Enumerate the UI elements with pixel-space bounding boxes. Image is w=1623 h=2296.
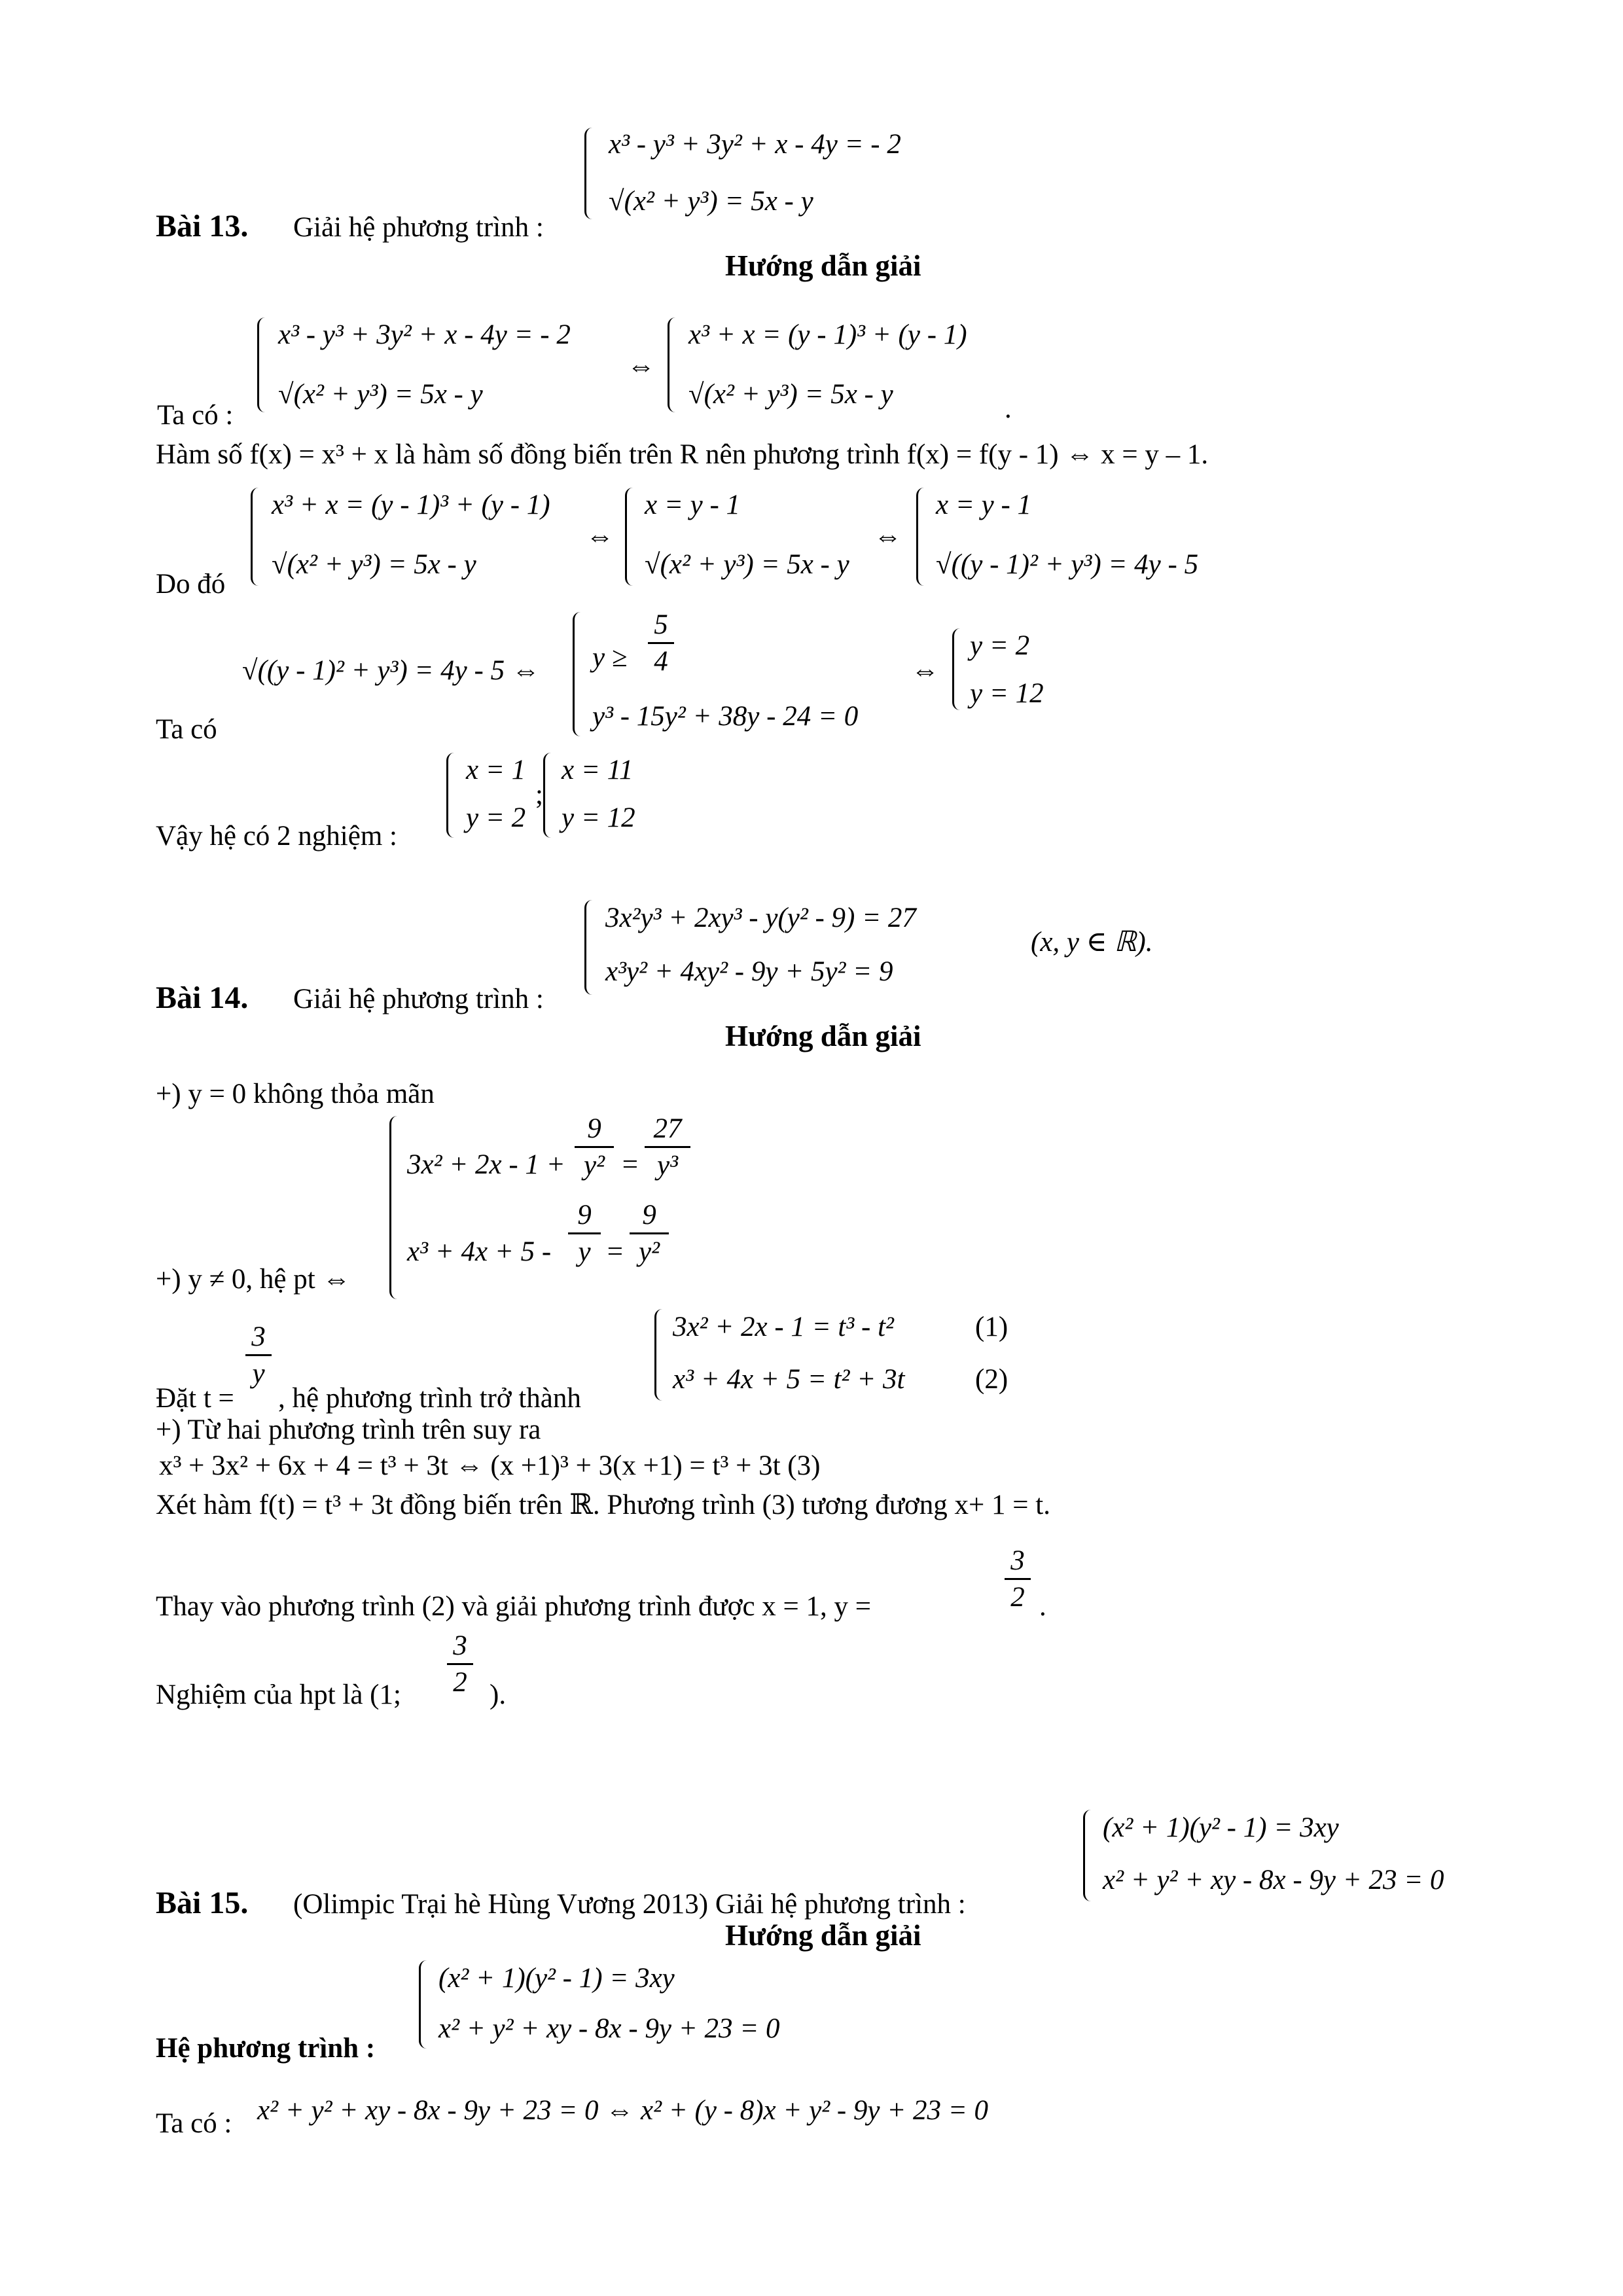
sys-eq2: x³ + 4x + 5 = t² + 3t	[673, 1364, 905, 1395]
brace-icon	[446, 753, 465, 838]
brace-icon	[625, 488, 644, 586]
brace-icon	[419, 1960, 438, 2049]
hpt-label: Hệ phương trình :	[156, 2033, 376, 2064]
equals: =	[620, 1149, 640, 1180]
fraction	[645, 1113, 690, 1181]
dat-rest: , hệ phương trình trở thành	[278, 1383, 581, 1414]
system-eq-line1: 3x²y³ + 2xy³ - y(y² - 9) = 27	[605, 903, 916, 933]
frac-denominator: y²	[639, 1236, 660, 1267]
frac-numerator: 9	[577, 1200, 592, 1230]
nghiem-text: Nghiệm của hpt là (1;	[156, 1679, 401, 1710]
system-eq-line1: (x² + 1)(y² - 1) = 3xy	[1103, 1812, 1339, 1843]
equiv-symbol: ⇔	[627, 351, 655, 382]
exercise-title: Bài 15.	[156, 1886, 249, 1920]
frac-denominator: y³	[657, 1150, 678, 1181]
case-y-zero: +) y = 0 không thỏa mãn	[156, 1079, 435, 1109]
fraction	[568, 1199, 601, 1268]
system-eq-line2: √(x² + y³) = 5x - y	[609, 186, 813, 217]
eq-number: (1)	[975, 1312, 1008, 1342]
exercise-title: Bài 13.	[156, 209, 249, 243]
eq-number: (2)	[975, 1364, 1008, 1395]
brace-icon	[389, 1116, 408, 1299]
brace-icon	[654, 1309, 673, 1401]
domain-note: (x, y ∈ ℝ).	[1031, 927, 1153, 958]
fraction	[648, 609, 674, 677]
derive-text: +) Từ hai phương trình trên suy ra	[156, 1414, 541, 1445]
case-y-nonzero: +) y ≠ 0, hệ pt ⇔	[156, 1264, 351, 1295]
fraction	[245, 1321, 272, 1390]
frac-numerator: 9	[587, 1113, 601, 1144]
sys-eq1: 3x² + 2x - 1 = t³ - t²	[673, 1312, 894, 1342]
thay-text: Thay vào phương trình (2) và giải phương trình được x = 1, y =	[156, 1591, 872, 1622]
fraction	[447, 1630, 473, 1698]
brace-icon	[916, 488, 935, 586]
brace-icon	[668, 317, 687, 412]
frac-numerator: 3	[1010, 1545, 1025, 1576]
eq2b: √(x² + y³) = 5x - y	[688, 379, 893, 410]
brace-icon	[584, 128, 603, 219]
d3a: x = y - 1	[936, 490, 1032, 520]
separator: ;	[535, 780, 543, 810]
fraction	[575, 1113, 614, 1181]
d3b: √((y - 1)² + y³) = 4y - 5	[936, 549, 1199, 580]
exercise-prompt: Giải hệ phương trình :	[293, 984, 544, 1014]
n2a: x = 11	[562, 755, 633, 785]
line3-eq: x³ + 3x² + 6x + 4 = t³ + 3t ⇔ (x +1)³ + 3(x +1) = t³ + 3t (3)	[159, 1450, 821, 1481]
frac-numerator: 3	[251, 1321, 266, 1352]
frac-numerator: 5	[654, 609, 668, 640]
d1a: x³ + x = (y - 1)³ + (y - 1)	[272, 490, 550, 520]
exercise-prompt: Giải hệ phương trình :	[293, 212, 544, 243]
frac-denominator: y²	[584, 1150, 605, 1181]
taco-label: Ta có :	[157, 400, 234, 431]
brace-icon	[251, 488, 270, 586]
brace-icon	[1083, 1810, 1102, 1901]
sol-y1: y = 2	[970, 630, 1030, 661]
system-eq-line2: x³y² + 4xy² - 9y + 5y² = 9	[605, 956, 893, 987]
dodo-label: Do đó	[156, 569, 226, 600]
brace-icon	[952, 628, 971, 710]
eq1b: √(x² + y³) = 5x - y	[278, 379, 483, 410]
frac-denominator: 2	[453, 1667, 467, 1698]
sol-y2: y = 12	[970, 678, 1044, 709]
fraction	[630, 1199, 669, 1268]
system-eq-line2: x² + y² + xy - 8x - 9y + 23 = 0	[1103, 1865, 1444, 1895]
taco2-label: Ta có	[156, 714, 217, 745]
dat-label: Đặt t =	[156, 1383, 234, 1414]
exercise-title: Bài 14.	[156, 980, 249, 1015]
system-eq-line1: x³ - y³ + 3y² + x - 4y = - 2	[609, 129, 901, 160]
taco-label: Ta có :	[156, 2108, 232, 2139]
root-equation: √((y - 1)² + y³) = 4y - 5 ⇔	[242, 655, 540, 686]
dot: .	[1005, 393, 1012, 424]
guide-heading: Hướng dẫn giải	[725, 1919, 921, 1952]
guide-heading: Hướng dẫn giải	[725, 249, 921, 282]
last-eq: x² + y² + xy - 8x - 9y + 23 = 0 ⇔ x² + (y - 8)x + y² - 9y + 23 = 0	[257, 2095, 989, 2126]
guide-heading: Hướng dẫn giải	[725, 1020, 921, 1052]
cubic-eq: y³ - 15y² + 38y - 24 = 0	[592, 701, 859, 732]
brace-icon	[573, 612, 592, 736]
r1-left: 3x² + 2x - 1 +	[407, 1149, 565, 1180]
cond-y: y ≥	[592, 642, 628, 673]
brace-icon	[584, 900, 603, 995]
d1b: √(x² + y³) = 5x - y	[272, 549, 476, 580]
equiv-symbol: ⇔	[586, 521, 614, 552]
h1: (x² + 1)(y² - 1) = 3xy	[438, 1963, 675, 1994]
frac-numerator: 27	[653, 1113, 682, 1144]
n1b: y = 2	[466, 802, 526, 833]
hamso-text: Hàm số f(x) = x³ + x là hàm số đồng biến trên R nên phương trình f(x) = f(y - 1) ⇔ x = y – 1.	[156, 439, 1209, 470]
h2: x² + y² + xy - 8x - 9y + 23 = 0	[438, 2013, 780, 2044]
equiv-symbol: ⇔	[911, 655, 939, 686]
frac-denominator: y	[252, 1358, 265, 1389]
frac-denominator: 2	[1010, 1582, 1025, 1613]
frac-numerator: 9	[642, 1200, 656, 1230]
period: .	[1039, 1591, 1046, 1622]
equiv-symbol: ⇔	[874, 521, 902, 552]
eq1a: x³ - y³ + 3y² + x - 4y = - 2	[278, 319, 571, 350]
n2b: y = 12	[562, 802, 635, 833]
equals: =	[605, 1236, 625, 1267]
d2a: x = y - 1	[645, 490, 741, 520]
brace-icon	[543, 753, 562, 838]
exercise-prompt: (Olimpic Trại hè Hùng Vương 2013) Giải hệ phương trình :	[293, 1889, 966, 1920]
fraction	[1005, 1545, 1031, 1613]
frac-denominator: 4	[654, 646, 668, 677]
vay-label: Vậy hệ có 2 nghiệm :	[156, 821, 397, 852]
frac-numerator: 3	[453, 1630, 467, 1661]
d2b: √(x² + y³) = 5x - y	[645, 549, 849, 580]
xet-text: Xét hàm f(t) = t³ + 3t đồng biến trên ℝ. Phương trình (3) tương đương x+ 1 = t.	[156, 1490, 1050, 1520]
brace-icon	[257, 317, 276, 412]
r2-left: x³ + 4x + 5 -	[407, 1236, 552, 1267]
frac-denominator: y	[578, 1236, 591, 1267]
eq2a: x³ + x = (y - 1)³ + (y - 1)	[688, 319, 967, 350]
nghiem-end: ).	[490, 1679, 507, 1710]
n1a: x = 1	[466, 755, 526, 785]
